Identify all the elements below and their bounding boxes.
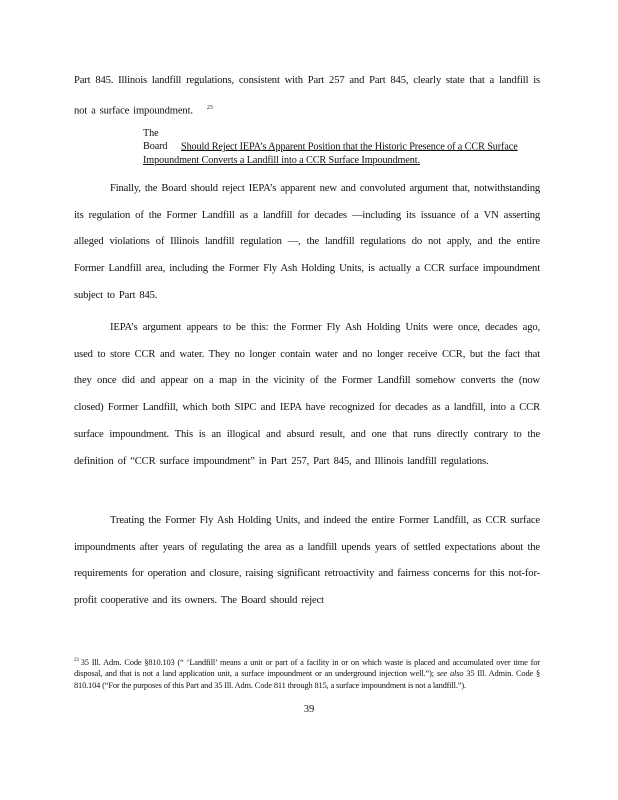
paragraph-1 — [74, 68, 540, 125]
footnote-text-2: 35 Ill. Admin. Code § 810.104 (“For the purposes of this Part and 35 Ill. Adm. Code 811 through 815, a surface impoundment is not a landfill.”). — [74, 669, 540, 690]
paragraph-3: IEPA’s argument appears to be this: the Former Fly Ash Holding Units were once, decades ago, used to store CCR and water. They no longer contain water and no longer receive CCR, but the fact that they once did and appear on a map in the vicinity of the Former Landfill somehow converts the (now closed) Former Landfill, which both SIPC and IEPA have recognized for decades as a landfill, into a CCR surface impoundment. This is an illogical and absurd result, and one that runs directly contrary to the definition of “CCR surface impoundment” in Part 257, Part 845, and Illinois landfill regulations. — [74, 322, 540, 467]
footnote-text-1: 35 Ill. Adm. Code §810.103 (“ ‘Landfill’ means a unit or part of a facility in or on which waste is placed and accumulated over time for disposal, and that is not a land application unit, a surface impoundment or an underground injection well.”); — [74, 657, 540, 679]
footnote-reference[interactable]: 23 — [206, 104, 213, 111]
section-heading-text: Should Reject IEPA’s Apparent Position that the Historic Presence of a CCR Surface Impoundment Converts a Landfill into a CCR Surface Impoundment. — [143, 141, 518, 166]
section-heading-label: The Board — [143, 128, 168, 153]
page-number: 39 — [303, 704, 315, 715]
paragraph-1-text: Part 845. Illinois landfill regulations, consistent with Part 257 and Part 845, clearly state that a landfill is not a surface impoundment. — [74, 75, 540, 117]
section-heading — [143, 127, 543, 167]
paragraph-4: Treating the Former Fly Ash Holding Units, and indeed the entire Former Landfill, as CCR surface impoundments after years of regulating the area as a landfill upends years of settled expectations about the requirements for operation and closure, raising significant retroactivity and fairness concerns for this not-for-profit cooperative and its owners. The Board should reject — [74, 515, 540, 607]
footnote — [74, 655, 540, 692]
paragraph-2: Finally, the Board should reject IEPA’s apparent new and convoluted argument that, notwithstanding its regulation of the Former Landfill as a landfill for decades —including its issuance of a VN asserting alleged violations of Illinois landfill regulation —, the landfill regulations do not apply, and the entire Former Landfill area, including the Former Fly Ash Holding Units, is actually a CCR surface impoundment subject to Part 845. — [74, 183, 540, 301]
footnote-number: 23 — [74, 658, 79, 663]
footnote-see-also: see also — [436, 669, 464, 679]
